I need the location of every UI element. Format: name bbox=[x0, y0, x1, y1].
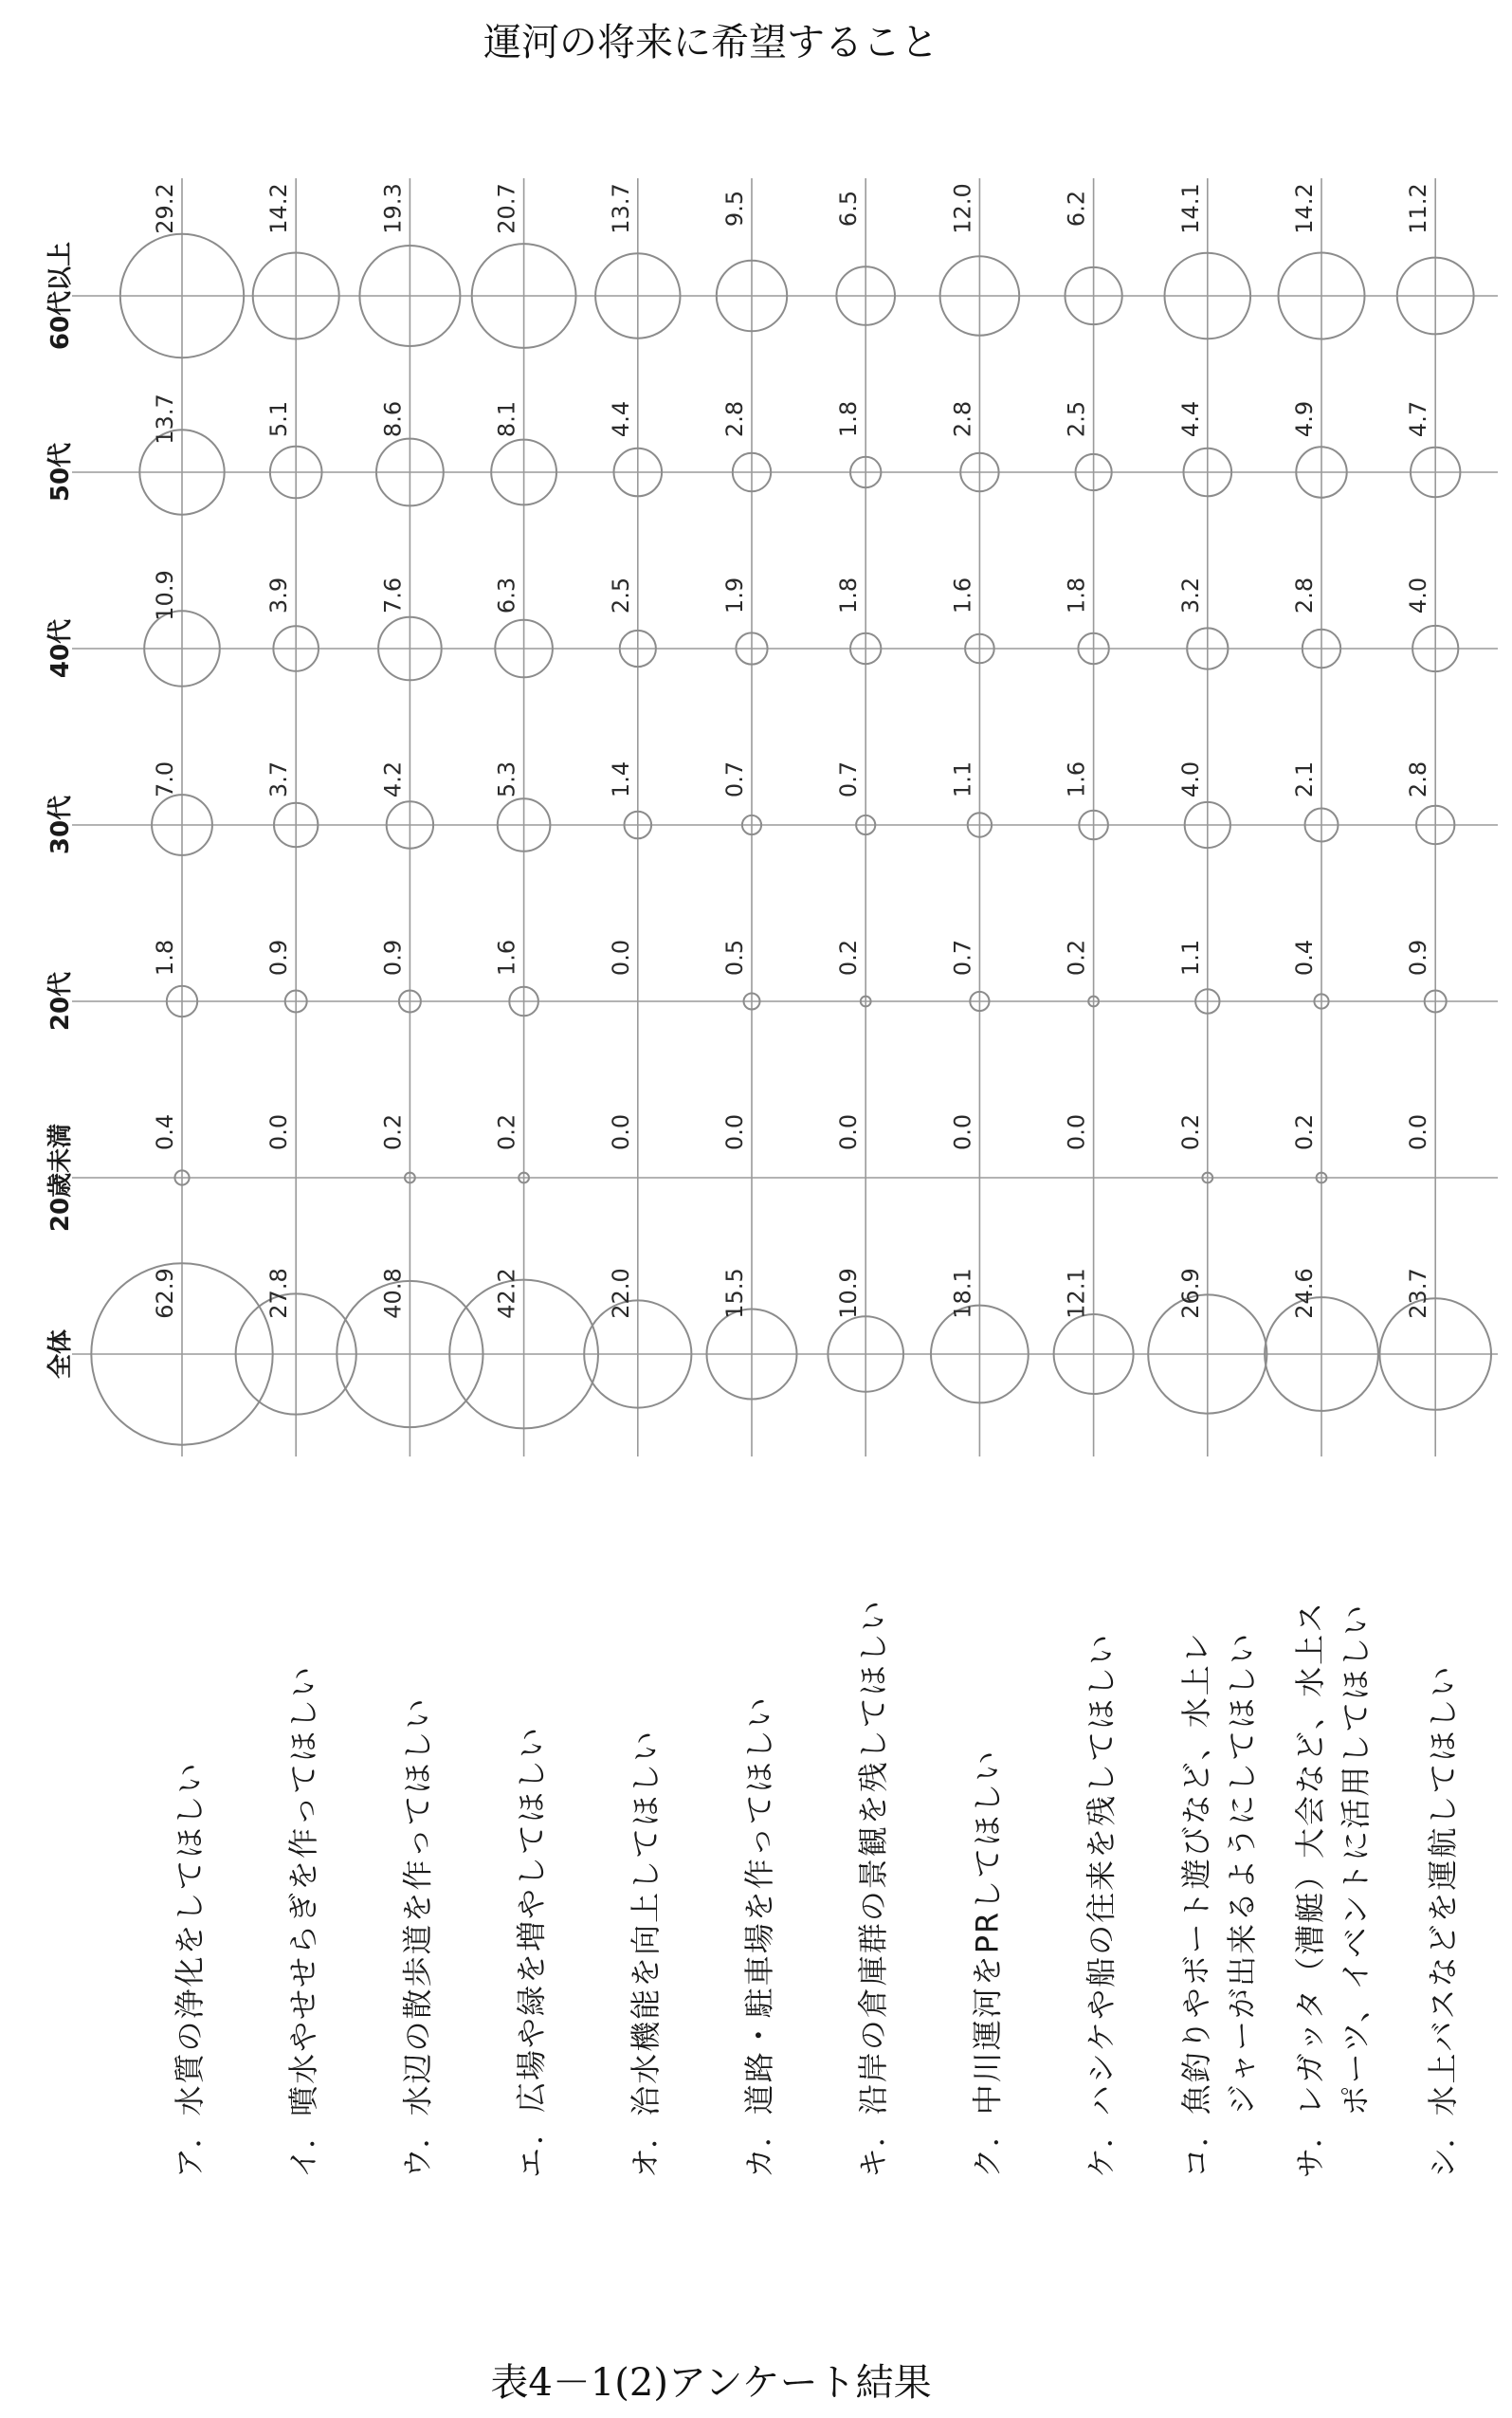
data-label: 10.9 bbox=[152, 570, 178, 621]
data-label: 0.0 bbox=[721, 1113, 748, 1151]
item-labels bbox=[172, 1599, 1461, 2178]
data-label: 0.7 bbox=[721, 760, 748, 798]
age-label: 40代 bbox=[46, 618, 75, 679]
item-label bbox=[1292, 1601, 1328, 2178]
age-label: 50代 bbox=[46, 442, 75, 503]
item-label bbox=[285, 1665, 321, 2178]
data-label: 1.4 bbox=[607, 760, 634, 798]
item-label-line: 沿岸の倉庫群の景観を残してほしい bbox=[855, 1599, 892, 2116]
data-label: 22.0 bbox=[607, 1268, 634, 1319]
data-label: 0.9 bbox=[379, 939, 407, 977]
age-label: 60代以上 bbox=[46, 241, 75, 351]
item-label-line: 魚釣りやボート遊びなど、水上レ bbox=[1177, 1631, 1214, 2116]
data-label: 12.0 bbox=[949, 183, 976, 234]
item-label-line: ハシケや船の往来を残してほしい bbox=[1083, 1632, 1120, 2116]
data-label: 0.5 bbox=[721, 939, 748, 977]
data-label: 10.9 bbox=[835, 1268, 863, 1319]
data-label: 8.6 bbox=[379, 400, 407, 438]
data-label: 1.9 bbox=[721, 577, 748, 614]
data-label: 0.2 bbox=[835, 939, 863, 977]
data-label: 8.1 bbox=[493, 400, 520, 438]
data-label: 1.8 bbox=[1063, 577, 1090, 614]
data-label: 24.6 bbox=[1291, 1268, 1318, 1319]
data-label: 19.3 bbox=[379, 183, 407, 234]
data-label: 2.8 bbox=[949, 400, 976, 438]
data-label: 0.7 bbox=[835, 760, 863, 798]
data-label: 6.2 bbox=[1063, 190, 1090, 228]
item-label-line: 治水機能を向上してほしい bbox=[627, 1729, 664, 2116]
data-label: 4.4 bbox=[1176, 400, 1204, 438]
item-label-line: レガッタ（漕艇）大会など、水上ス bbox=[1292, 1600, 1328, 2116]
item-label-line: ジャーが出来るようにしてほしい bbox=[1223, 1631, 1260, 2116]
item-marker: カ． bbox=[741, 2115, 777, 2178]
data-label: 1.6 bbox=[1063, 760, 1090, 798]
data-label: 14.1 bbox=[1176, 183, 1204, 234]
data-label: 1.6 bbox=[493, 939, 520, 977]
data-label: 2.5 bbox=[1063, 400, 1090, 438]
data-label: 0.0 bbox=[607, 1113, 634, 1151]
data-label: 14.2 bbox=[265, 183, 293, 234]
item-label bbox=[855, 1599, 891, 2178]
data-label: 0.2 bbox=[493, 1113, 520, 1151]
gridlines bbox=[72, 178, 1498, 1456]
data-label: 3.2 bbox=[1176, 577, 1204, 614]
item-label bbox=[628, 1730, 664, 2178]
data-label: 4.7 bbox=[1405, 400, 1432, 438]
item-marker: エ． bbox=[513, 2113, 550, 2178]
item-label-line: 道路・駐車場を作ってほしい bbox=[741, 1695, 777, 2116]
data-label: 2.1 bbox=[1291, 760, 1318, 798]
data-label: 62.9 bbox=[152, 1268, 178, 1319]
data-label: 0.2 bbox=[1291, 1113, 1318, 1151]
item-label-line: ポーツ、イベントに活用してほしい bbox=[1338, 1603, 1374, 2116]
data-label: 4.0 bbox=[1405, 577, 1432, 614]
data-label: 23.7 bbox=[1405, 1268, 1432, 1319]
age-label: 全体 bbox=[46, 1328, 75, 1380]
item-marker: ケ． bbox=[1083, 2116, 1120, 2178]
item-marker: イ． bbox=[285, 2116, 322, 2178]
data-label: 12.1 bbox=[1063, 1268, 1090, 1319]
item-label bbox=[741, 1695, 777, 2178]
data-label: 7.6 bbox=[379, 577, 407, 614]
item-marker: シ． bbox=[1425, 2116, 1462, 2178]
data-label: 0.0 bbox=[607, 939, 634, 977]
item-marker: オ． bbox=[627, 2116, 664, 2178]
data-label: 0.2 bbox=[1063, 939, 1090, 977]
data-label: 1.1 bbox=[1176, 939, 1204, 977]
age-label: 20歳未満 bbox=[46, 1123, 75, 1233]
item-marker: サ． bbox=[1292, 2116, 1328, 2178]
item-label-line: 水上バスなどを運航してほしい bbox=[1425, 1664, 1462, 2116]
data-label: 1.8 bbox=[152, 939, 178, 977]
data-label: 6.3 bbox=[493, 577, 520, 614]
data-label: 0.0 bbox=[949, 1113, 976, 1151]
data-label: 18.1 bbox=[949, 1268, 976, 1319]
data-label: 26.9 bbox=[1176, 1268, 1204, 1319]
age-group-labels bbox=[46, 242, 75, 1379]
data-label: 2.8 bbox=[1291, 577, 1318, 614]
data-label: 5.1 bbox=[265, 400, 293, 438]
data-label: 0.0 bbox=[1063, 1113, 1090, 1151]
data-labels bbox=[152, 183, 1431, 1318]
data-label: 0.2 bbox=[379, 1113, 407, 1151]
item-label-line: 広場や緑を増やしてほしい bbox=[513, 1726, 550, 2114]
data-label: 4.0 bbox=[1176, 760, 1204, 798]
data-label: 0.2 bbox=[1176, 1113, 1204, 1151]
data-label: 0.4 bbox=[152, 1113, 178, 1151]
item-label bbox=[1425, 1665, 1461, 2178]
data-label: 3.9 bbox=[265, 577, 293, 614]
chart-title: 運河の将来に希望すること bbox=[483, 21, 938, 64]
data-label: 0.0 bbox=[265, 1113, 293, 1151]
data-label: 13.7 bbox=[152, 394, 178, 445]
data-label: 2.8 bbox=[721, 400, 748, 438]
data-label: 11.2 bbox=[1405, 183, 1432, 234]
data-label: 40.8 bbox=[379, 1268, 407, 1319]
item-label-line: 噴水やせせらぎを作ってほしい bbox=[285, 1664, 322, 2116]
data-label: 1.8 bbox=[835, 400, 863, 438]
data-label: 4.4 bbox=[607, 400, 634, 438]
data-label: 4.9 bbox=[1291, 400, 1318, 438]
age-label: 20代 bbox=[46, 971, 75, 1032]
data-label: 2.8 bbox=[1405, 760, 1432, 798]
bubbles bbox=[91, 234, 1491, 1445]
item-label bbox=[969, 1749, 1005, 2178]
item-label bbox=[514, 1726, 550, 2178]
data-label: 1.6 bbox=[949, 577, 976, 614]
item-label bbox=[172, 1762, 208, 2178]
data-label: 9.5 bbox=[721, 190, 748, 228]
data-label: 27.8 bbox=[265, 1268, 293, 1319]
data-label: 15.5 bbox=[721, 1268, 748, 1319]
data-label: 0.4 bbox=[1291, 939, 1318, 977]
age-label: 30代 bbox=[46, 795, 75, 855]
data-label: 42.2 bbox=[493, 1268, 520, 1319]
data-label: 1.1 bbox=[949, 760, 976, 798]
data-label: 0.0 bbox=[1405, 1113, 1432, 1151]
item-label-line: 水辺の散歩道を作ってほしい bbox=[399, 1696, 436, 2116]
data-label: 0.0 bbox=[835, 1113, 863, 1151]
data-label: 7.0 bbox=[152, 760, 178, 798]
item-marker: コ． bbox=[1177, 2115, 1214, 2178]
table-caption: 表4－1(2)アンケート結果 bbox=[490, 2361, 932, 2405]
item-marker: キ． bbox=[855, 2115, 892, 2178]
data-label: 3.7 bbox=[265, 760, 293, 798]
data-label: 20.7 bbox=[493, 183, 520, 234]
item-marker: ウ． bbox=[399, 2116, 436, 2178]
data-label: 0.7 bbox=[949, 939, 976, 977]
data-label: 6.5 bbox=[835, 190, 863, 228]
data-label: 13.7 bbox=[607, 183, 634, 234]
data-label: 4.2 bbox=[379, 760, 407, 798]
data-label: 14.2 bbox=[1291, 183, 1318, 234]
item-label bbox=[399, 1697, 435, 2178]
item-label bbox=[1084, 1633, 1120, 2178]
data-label: 2.5 bbox=[607, 577, 634, 614]
item-label-line: 中川運河をPRしてほしい bbox=[969, 1749, 1006, 2116]
item-marker: ク． bbox=[969, 2115, 1006, 2178]
item-label bbox=[1178, 1631, 1214, 2178]
item-marker: ア． bbox=[172, 2116, 208, 2178]
data-label: 29.2 bbox=[152, 183, 178, 234]
item-label-line: 水質の浄化をしてほしい bbox=[172, 1761, 208, 2116]
data-label: 5.3 bbox=[493, 760, 520, 798]
data-label: 0.9 bbox=[1405, 939, 1432, 977]
data-label: 0.9 bbox=[265, 939, 293, 977]
data-label: 1.8 bbox=[835, 577, 863, 614]
